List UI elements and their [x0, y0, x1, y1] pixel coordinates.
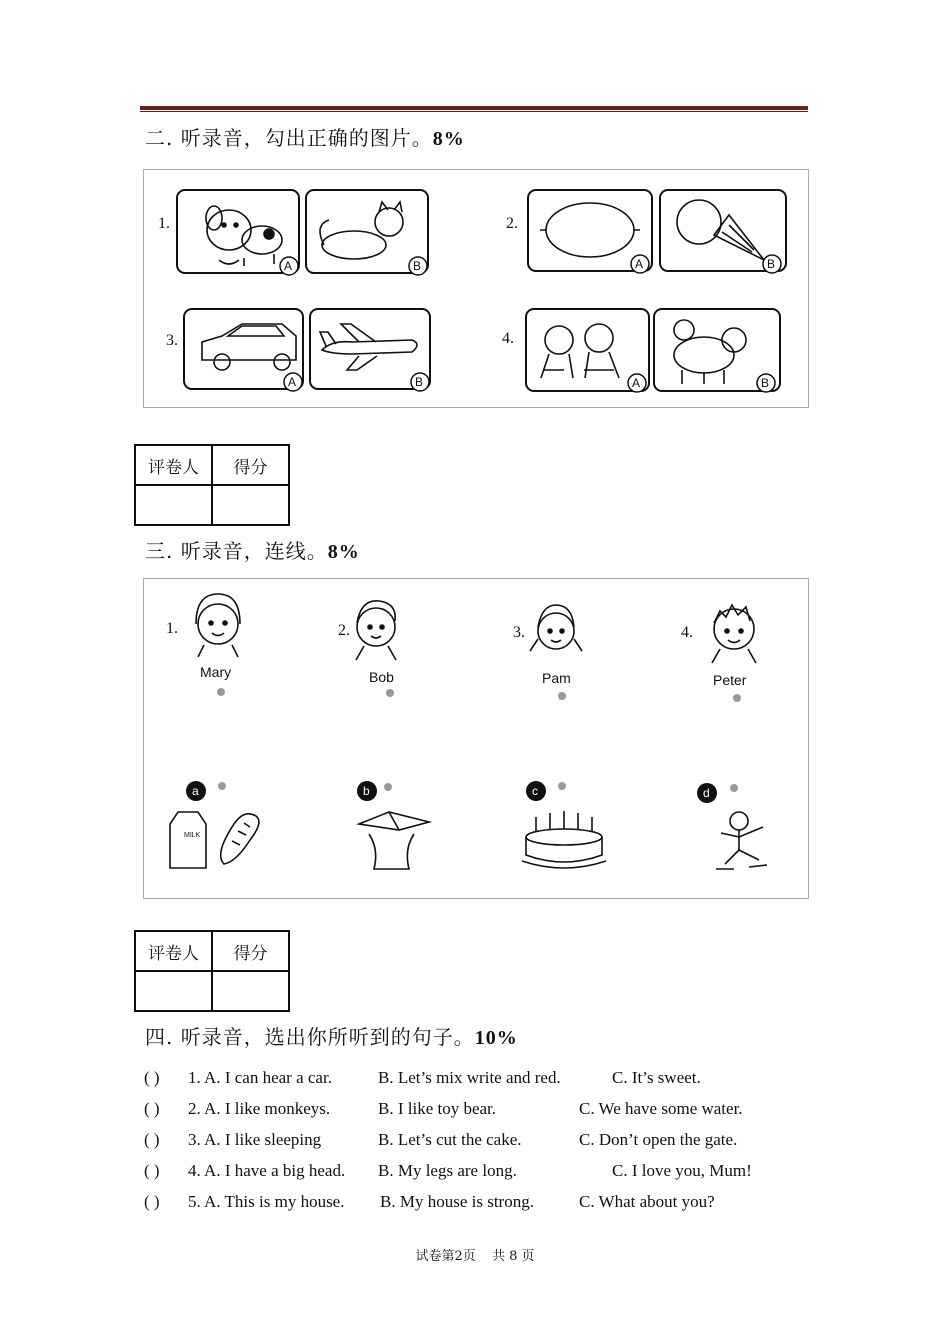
page-total: 共 8 页 [491, 1249, 535, 1264]
option-b: B. Let’s cut the cake. [378, 1130, 522, 1149]
picture-c-dot[interactable] [558, 782, 566, 790]
person-peter [681, 605, 756, 702]
picture-a-dot[interactable] [218, 782, 226, 790]
option-c: C. I love you, Mum! [612, 1161, 752, 1180]
score-header: 得分 [212, 445, 289, 485]
item2-option-a[interactable] [528, 190, 652, 273]
option-a: 1. A. I can hear a car. [188, 1068, 332, 1087]
item3-option-b[interactable] [310, 309, 430, 391]
picture-d-dot[interactable] [730, 784, 738, 792]
item2-option-b[interactable] [660, 190, 786, 273]
answer-blank[interactable]: ( ) [144, 1068, 160, 1087]
picture-b [357, 781, 429, 869]
page-footer [0, 1245, 950, 1264]
item3-option-a[interactable] [184, 309, 303, 391]
person-3-name: Pam [542, 670, 571, 686]
person-mary [166, 594, 240, 696]
person-pam [513, 605, 582, 700]
option-c: C. It’s sweet. [612, 1068, 701, 1087]
option-b: B. My legs are long. [378, 1161, 517, 1180]
person-bob [338, 601, 396, 697]
option-a: 3. A. I like sleeping [188, 1130, 322, 1149]
score-cell[interactable] [212, 485, 289, 525]
option-c: C. Don’t open the gate. [579, 1130, 738, 1149]
grader-cell[interactable] [135, 485, 212, 525]
item3-option-a-label: A [288, 375, 297, 389]
item4-number: 4. [502, 330, 514, 347]
item1-option-a[interactable] [177, 190, 299, 275]
person-2-dot[interactable] [386, 689, 394, 697]
person-1-dot[interactable] [217, 688, 225, 696]
item3-number: 3. [166, 332, 178, 349]
section4-instruction: 听录音，选出你所听到的句子。 [180, 1025, 475, 1049]
section4-number: 四. [145, 1025, 174, 1049]
person-4-dot[interactable] [733, 694, 741, 702]
section3-number: 三. [145, 539, 174, 563]
person-2-name: Bob [369, 669, 394, 685]
option-b: B. Let’s mix write and red. [378, 1068, 561, 1087]
item1-option-a-label: A [284, 259, 293, 273]
answer-blank[interactable]: ( ) [144, 1099, 160, 1118]
item1-option-b[interactable] [306, 190, 428, 275]
option-c: C. We have some water. [579, 1099, 743, 1118]
milk-bread-icon [170, 812, 259, 868]
option-b: B. My house is strong. [380, 1192, 534, 1211]
skating-girl-icon [716, 812, 767, 869]
picture-b-letter: b [363, 784, 370, 798]
person-3-number: 3. [513, 624, 525, 641]
option-b: B. I like toy bear. [378, 1099, 497, 1118]
picture-d [697, 783, 767, 869]
answer-blank[interactable]: ( ) [144, 1161, 160, 1180]
item3-option-b-label: B [415, 375, 424, 389]
item2-number: 2. [506, 215, 518, 232]
item4-option-b-label: B [761, 376, 770, 390]
item4-option-b[interactable] [654, 309, 780, 392]
section4-title [145, 1021, 518, 1050]
item4-option-a[interactable] [526, 309, 649, 392]
picture-c-letter: c [532, 784, 538, 798]
section2-picture-panel [143, 169, 809, 408]
boy-spiky-icon [712, 605, 756, 663]
option-a: 4. A. I have a big head. [188, 1161, 346, 1180]
section4-points: 10% [474, 1027, 518, 1049]
option-a: 5. A. This is my house. [188, 1192, 345, 1211]
option-a: 2. A. I like monkeys. [188, 1099, 331, 1118]
item4-option-a-label: A [632, 376, 641, 390]
section2-title [145, 122, 465, 151]
grader-header: 评卷人 [135, 445, 212, 485]
person-3-dot[interactable] [558, 692, 566, 700]
picture-c [522, 781, 606, 868]
picture-d-letter: d [703, 786, 710, 800]
girl-face-icon [196, 594, 240, 657]
person-1-number: 1. [166, 620, 178, 637]
section3-matching-panel [143, 578, 809, 899]
answer-blank[interactable]: ( ) [144, 1130, 160, 1149]
section2-number: 二. [145, 126, 174, 150]
grader-header: 评卷人 [135, 931, 212, 971]
picture-b-dot[interactable] [384, 783, 392, 791]
section2-pictures [144, 170, 808, 407]
person-2-number: 2. [338, 622, 350, 639]
item2-option-a-label: A [635, 257, 644, 271]
score-header: 得分 [212, 931, 289, 971]
section2-points: 8% [432, 128, 465, 150]
boy-face-icon [356, 601, 396, 660]
answer-blank[interactable]: ( ) [144, 1192, 160, 1211]
score-cell[interactable] [212, 971, 289, 1011]
grader-cell[interactable] [135, 971, 212, 1011]
item1-number: 1. [158, 215, 170, 232]
milk-label: MILK [184, 832, 201, 839]
section3-matching [144, 579, 808, 898]
picture-a [170, 781, 259, 868]
item2-option-b-label: B [767, 257, 776, 271]
person-1-name: Mary [200, 664, 232, 680]
girl-pigtails-icon [530, 605, 582, 651]
page-number: 试卷第2页 [415, 1249, 476, 1264]
person-4-name: Peter [713, 672, 747, 688]
score-table-1 [134, 444, 290, 526]
header-rule-thin [140, 111, 808, 112]
section2-instruction: 听录音，勾出正确的图片。 [180, 126, 433, 150]
person-4-number: 4. [681, 624, 693, 641]
item1-option-b-label: B [413, 259, 422, 273]
section3-points: 8% [327, 541, 360, 563]
picture-a-letter: a [192, 784, 199, 798]
score-table-2 [134, 930, 290, 1012]
section3-instruction: 听录音，连线。 [180, 539, 328, 563]
header-rule [140, 106, 808, 110]
birthday-cake-icon [522, 811, 606, 868]
paper-plane-icon [359, 812, 429, 869]
option-c: C. What about you? [579, 1192, 715, 1211]
section3-title [145, 535, 360, 564]
